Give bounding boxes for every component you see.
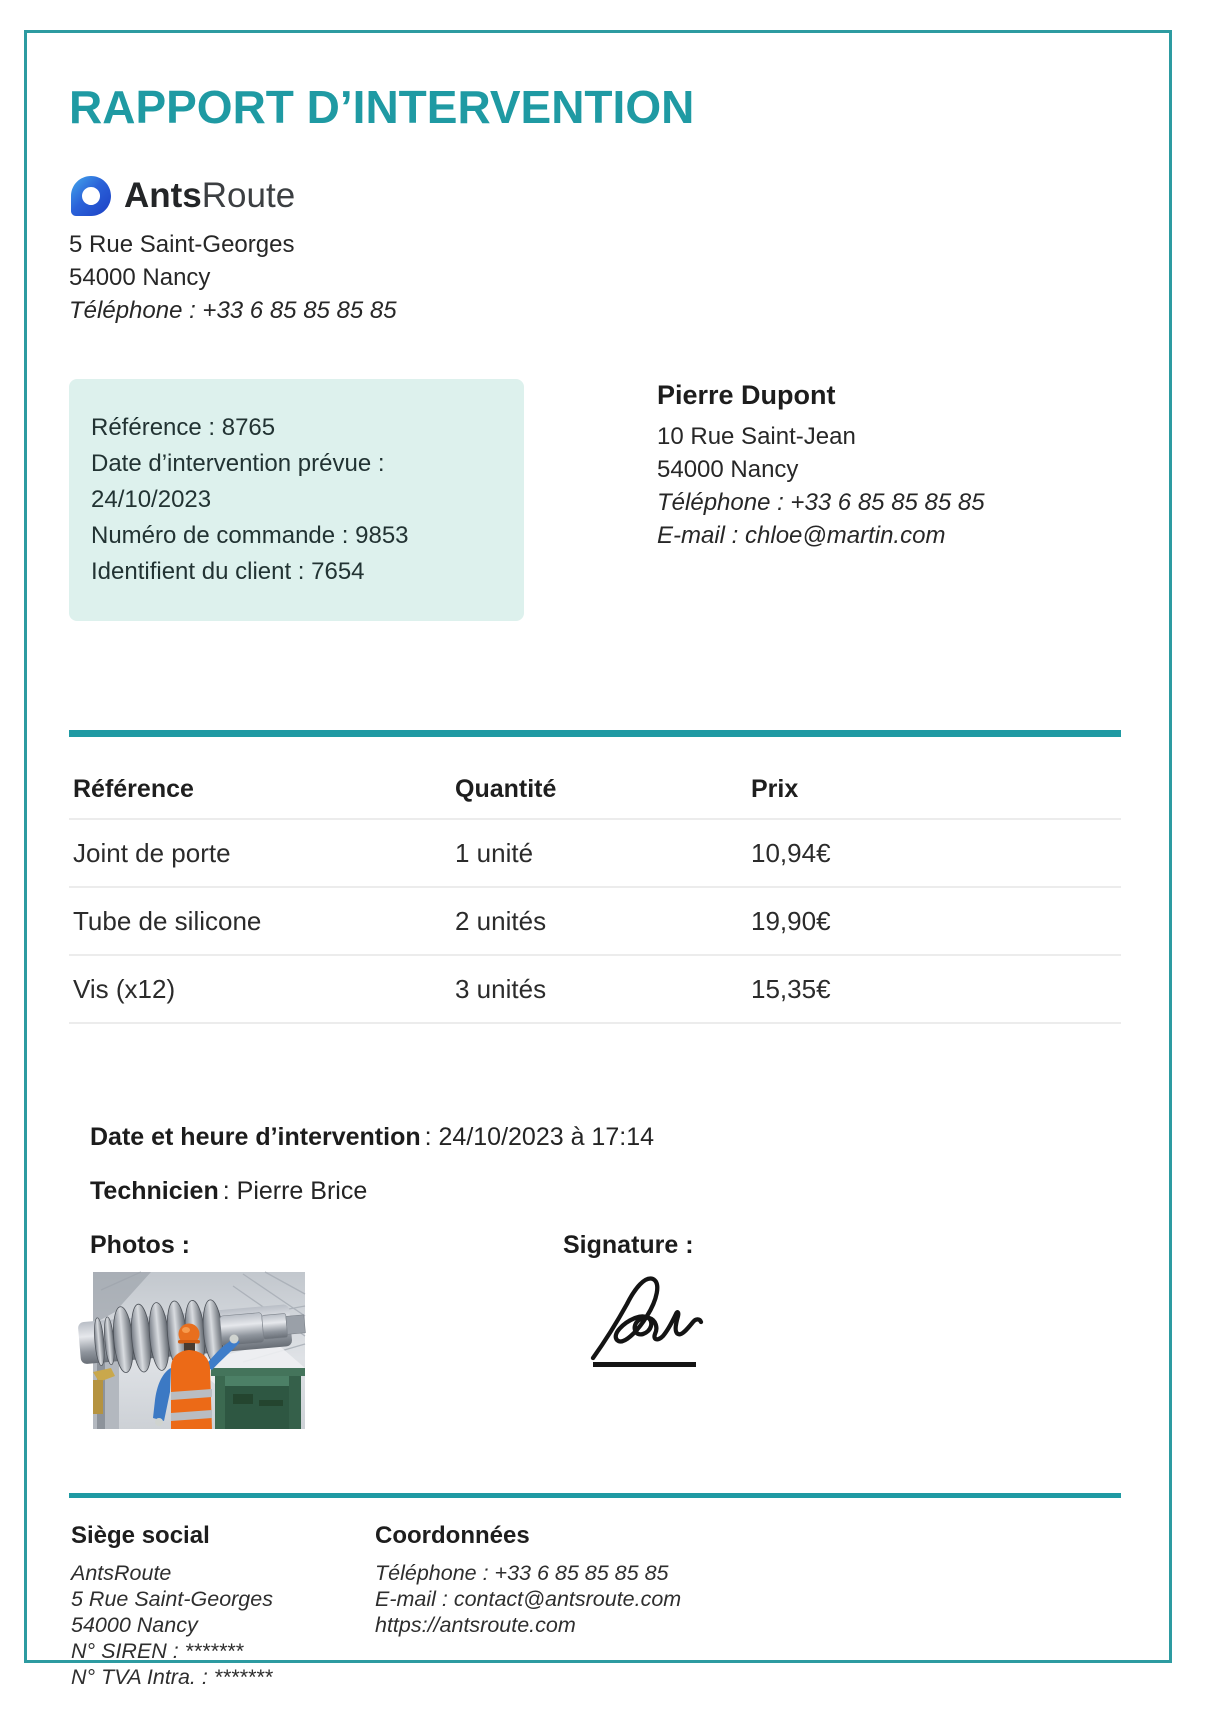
intervention-info-box bbox=[69, 379, 524, 621]
client-email: E-mail : chloe@martin.com bbox=[657, 522, 946, 549]
intervention-photo bbox=[93, 1272, 305, 1429]
media-section bbox=[69, 1230, 1121, 1429]
client-phone: Téléphone : +33 6 85 85 85 85 bbox=[657, 489, 985, 516]
info-reference: Référence : 8765 bbox=[91, 414, 276, 441]
footer-line: https://antsroute.com bbox=[375, 1613, 576, 1637]
company-brand-name bbox=[124, 174, 295, 218]
info-order-number: Numéro de commande : 9853 bbox=[91, 522, 409, 549]
company-address-block bbox=[69, 228, 1121, 327]
item-price-cell: 19,90€ bbox=[751, 905, 831, 936]
footer-siege-title: Siège social bbox=[71, 1522, 210, 1549]
report-title: RAPPORT D’INTERVENTION bbox=[69, 81, 695, 133]
info-client-id: Identifient du client : 7654 bbox=[91, 558, 365, 585]
footer-coordonnees-lines bbox=[375, 1560, 681, 1638]
technician-value: : Pierre Brice bbox=[222, 1177, 368, 1205]
header-quantity: Quantité bbox=[455, 775, 557, 803]
company-phone: Téléphone : +33 6 85 85 85 85 bbox=[69, 297, 397, 324]
items-table bbox=[69, 775, 1121, 1024]
footer-coordonnees-title: Coordonnées bbox=[375, 1522, 530, 1549]
item-qty-cell: 3 unités bbox=[455, 973, 547, 1004]
photos-block bbox=[90, 1230, 563, 1429]
table-row bbox=[69, 956, 1121, 1024]
footer-line: Téléphone : +33 6 85 85 85 85 bbox=[375, 1561, 669, 1585]
header-price: Prix bbox=[751, 775, 799, 803]
info-section bbox=[69, 379, 1121, 621]
intervention-details bbox=[69, 1122, 1121, 1206]
company-address-line: 54000 Nancy bbox=[69, 264, 211, 291]
signature-image bbox=[587, 1268, 707, 1360]
brand-light-text: Route bbox=[201, 176, 296, 215]
client-address-line: 10 Rue Saint-Jean bbox=[657, 423, 856, 450]
company-logo bbox=[69, 174, 1121, 218]
header-reference: Référence bbox=[73, 775, 194, 803]
item-price-cell: 10,94€ bbox=[751, 837, 831, 868]
signature-block bbox=[563, 1230, 707, 1429]
footer-siege-lines bbox=[71, 1560, 375, 1690]
table-row bbox=[69, 888, 1121, 956]
item-price-cell: 15,35€ bbox=[751, 973, 831, 1004]
footer-line: AntsRoute bbox=[71, 1561, 172, 1585]
footer-divider-bar bbox=[69, 1493, 1121, 1498]
item-qty-cell: 1 unité bbox=[455, 837, 534, 868]
footer-line: 5 Rue Saint-Georges bbox=[71, 1587, 273, 1611]
brand-bold-text: Ants bbox=[124, 176, 202, 215]
footer-line: N° TVA Intra. : ******* bbox=[71, 1665, 273, 1689]
datetime-label: Date et heure d’intervention bbox=[90, 1123, 421, 1151]
footer-line: N° SIREN : ******* bbox=[71, 1639, 244, 1663]
technician-label: Technicien bbox=[90, 1177, 219, 1205]
item-qty-cell: 2 unités bbox=[455, 905, 547, 936]
items-table-header bbox=[69, 775, 1121, 820]
client-block bbox=[657, 379, 985, 621]
item-name-cell: Vis (x12) bbox=[73, 973, 176, 1004]
client-address-line: 54000 Nancy bbox=[657, 456, 799, 483]
company-address-line: 5 Rue Saint-Georges bbox=[69, 231, 295, 258]
footer-siege-social bbox=[71, 1522, 375, 1690]
signature-label: Signature : bbox=[563, 1231, 694, 1259]
technician-line bbox=[90, 1176, 1121, 1206]
report-page bbox=[24, 30, 1172, 1689]
client-name: Pierre Dupont bbox=[657, 380, 836, 410]
footer-line: E-mail : contact@antsroute.com bbox=[375, 1587, 682, 1611]
antsroute-logo-icon bbox=[69, 174, 113, 218]
datetime-line bbox=[90, 1122, 1121, 1152]
section-divider-bar bbox=[69, 730, 1121, 737]
info-planned-date: Date d’intervention prévue : 24/10/2023 bbox=[91, 450, 385, 513]
footer bbox=[69, 1522, 1121, 1690]
table-row bbox=[69, 820, 1121, 888]
footer-coordonnees bbox=[375, 1522, 681, 1690]
footer-line: 54000 Nancy bbox=[71, 1613, 198, 1637]
signature-underline bbox=[593, 1362, 696, 1367]
item-name-cell: Tube de silicone bbox=[73, 905, 262, 936]
item-name-cell: Joint de porte bbox=[73, 837, 231, 868]
datetime-value: : 24/10/2023 à 17:14 bbox=[424, 1123, 654, 1151]
photos-label: Photos : bbox=[90, 1231, 190, 1259]
